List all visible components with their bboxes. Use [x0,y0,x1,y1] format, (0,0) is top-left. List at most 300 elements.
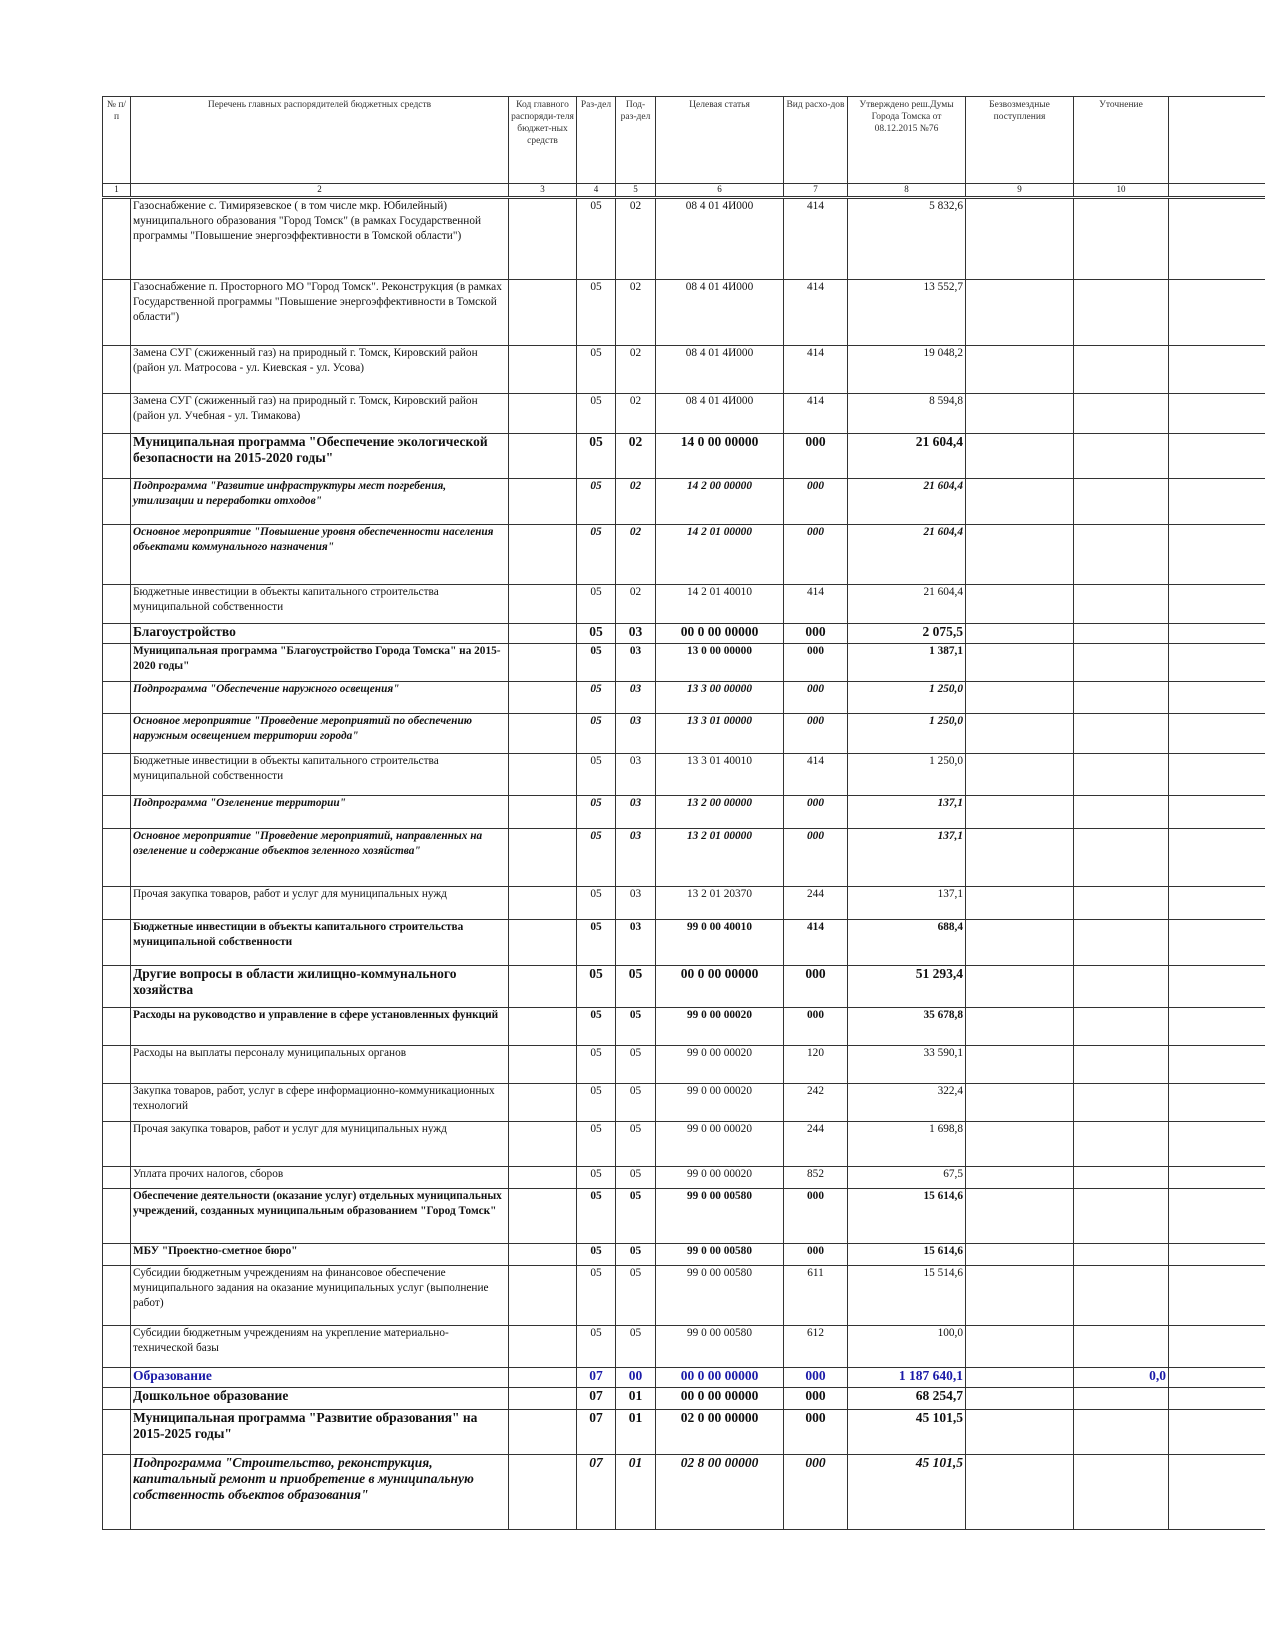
table-row [103,525,1275,585]
cell-approved: 688,4 [848,920,966,966]
colnum: 10 [1074,184,1169,198]
cell-podrazdel: 03 [616,644,656,682]
cell-clarify [1074,198,1169,280]
cell-free [966,525,1074,585]
cell-razdel: 07 [577,1368,616,1388]
cell-target: 13 3 00 00000 [656,682,784,714]
colnum: 4 [577,184,616,198]
cell-target: 99 0 00 00020 [656,1008,784,1046]
table-row [103,966,1275,1008]
colnum: 9 [966,184,1074,198]
colnum: 8 [848,184,966,198]
cell-approved: 21 604,4 [848,585,966,624]
cell-podrazdel: 02 [616,525,656,585]
cell-free [966,920,1074,966]
table-row [103,714,1275,754]
cell-approved: 67,5 [848,1167,966,1189]
table-row [103,434,1275,479]
cell-code [509,754,577,796]
cell-extra [1169,1266,1275,1326]
cell-code [509,1266,577,1326]
cell-clarify: 0,0 [1074,1368,1169,1388]
cell-target: 14 2 01 00000 [656,525,784,585]
cell-approved: 2 075,5 [848,624,966,644]
cell-clarify [1074,714,1169,754]
cell-vid: 000 [784,1388,848,1410]
cell-razdel: 05 [577,714,616,754]
cell-razdel: 05 [577,1046,616,1084]
cell-free [966,714,1074,754]
cell-clarify [1074,1388,1169,1410]
cell-num [103,829,131,887]
cell-approved: 1 250,0 [848,714,966,754]
page-edge [1265,0,1275,1650]
header-podrazdel: Под-раз-дел [616,97,656,184]
cell-name: Субсидии бюджетным учреждениям на укрепление материально-технической базы [131,1326,509,1368]
cell-podrazdel: 02 [616,394,656,434]
cell-code [509,346,577,394]
cell-razdel: 05 [577,887,616,920]
cell-vid: 000 [784,479,848,525]
table-row [103,624,1275,644]
cell-target: 08 4 01 4И000 [656,280,784,346]
cell-code [509,887,577,920]
cell-free [966,1046,1074,1084]
cell-razdel: 05 [577,479,616,525]
cell-clarify [1074,1167,1169,1189]
cell-num [103,525,131,585]
table-row [103,754,1275,796]
cell-approved: 33 590,1 [848,1046,966,1084]
cell-name: Основное мероприятие "Повышение уровня обеспеченности населения объектами коммунального назначения" [131,525,509,585]
cell-razdel: 05 [577,682,616,714]
cell-free [966,1008,1074,1046]
cell-approved: 21 604,4 [848,479,966,525]
cell-extra [1169,479,1275,525]
cell-clarify [1074,1455,1169,1530]
table-row [103,796,1275,829]
cell-code [509,1244,577,1266]
cell-free [966,1266,1074,1326]
cell-clarify [1074,1326,1169,1368]
cell-razdel: 07 [577,1455,616,1530]
cell-num [103,1046,131,1084]
cell-code [509,966,577,1008]
cell-name: Газоснабжение с. Тимирязевское ( в том числе мкр. Юбилейный) муниципального образования "Город Томск" (в рамках Государственной программы "Повышение энергоэффективности в Томской области") [131,198,509,280]
cell-name: Основное мероприятие "Проведение мероприятий, направленных на озеленение и содержание объектов зеленного хозяйства" [131,829,509,887]
cell-code [509,796,577,829]
cell-code [509,525,577,585]
cell-target: 99 0 00 00020 [656,1167,784,1189]
cell-target: 08 4 01 4И000 [656,198,784,280]
cell-razdel: 05 [577,198,616,280]
colnum: 6 [656,184,784,198]
cell-clarify [1074,644,1169,682]
colnum: 3 [509,184,577,198]
cell-vid: 414 [784,585,848,624]
cell-razdel: 07 [577,1410,616,1455]
cell-target: 13 2 01 20370 [656,887,784,920]
cell-name: Замена СУГ (сжиженный газ) на природный г. Томск, Кировский район (район ул. Матросова - ул. Киевская - ул. Усова) [131,346,509,394]
cell-extra [1169,1455,1275,1530]
cell-razdel: 05 [577,1084,616,1122]
cell-target: 14 2 01 40010 [656,585,784,624]
cell-extra [1169,920,1275,966]
cell-num [103,1084,131,1122]
table-row [103,1189,1275,1244]
cell-vid: 414 [784,346,848,394]
cell-vid: 414 [784,754,848,796]
cell-name: Бюджетные инвестиции в объекты капитального строительства муниципальной собственности [131,920,509,966]
cell-clarify [1074,754,1169,796]
cell-clarify [1074,434,1169,479]
cell-extra [1169,585,1275,624]
cell-extra [1169,644,1275,682]
cell-code [509,714,577,754]
cell-name: Подпрограмма "Озеленение территории" [131,796,509,829]
cell-vid: 000 [784,1410,848,1455]
header-free: Безвозмездные поступления [966,97,1074,184]
cell-podrazdel: 03 [616,754,656,796]
table-row [103,1122,1275,1167]
cell-vid: 000 [784,714,848,754]
cell-podrazdel: 05 [616,1326,656,1368]
cell-name: Бюджетные инвестиции в объекты капитального строительства муниципальной собственности [131,754,509,796]
table-row [103,1388,1275,1410]
cell-vid: 000 [784,1244,848,1266]
cell-vid: 414 [784,198,848,280]
cell-approved: 35 678,8 [848,1008,966,1046]
cell-razdel: 05 [577,754,616,796]
cell-code [509,829,577,887]
cell-num [103,394,131,434]
cell-free [966,796,1074,829]
cell-target: 13 3 01 00000 [656,714,784,754]
cell-extra [1169,887,1275,920]
cell-num [103,1388,131,1410]
cell-vid: 000 [784,1189,848,1244]
cell-podrazdel: 05 [616,1008,656,1046]
table-row [103,1008,1275,1046]
cell-clarify [1074,1244,1169,1266]
cell-razdel: 05 [577,624,616,644]
cell-razdel: 05 [577,829,616,887]
table-row [103,280,1275,346]
cell-clarify [1074,394,1169,434]
cell-razdel: 05 [577,434,616,479]
cell-code [509,434,577,479]
cell-razdel: 05 [577,1122,616,1167]
cell-clarify [1074,1008,1169,1046]
cell-vid: 612 [784,1326,848,1368]
table-row [103,887,1275,920]
cell-razdel: 05 [577,585,616,624]
cell-vid: 414 [784,920,848,966]
cell-target: 13 2 01 00000 [656,829,784,887]
table-row [103,1326,1275,1368]
cell-extra [1169,1008,1275,1046]
cell-name: Основное мероприятие "Проведение мероприятий по обеспечению наружным освещением территории города" [131,714,509,754]
cell-clarify [1074,525,1169,585]
cell-target: 08 4 01 4И000 [656,346,784,394]
header-vid: Вид расхо-дов [784,97,848,184]
cell-name: Обеспечение деятельности (оказание услуг) отдельных муниципальных учреждений, созданных муниципальным образованием "Город Томск" [131,1189,509,1244]
cell-approved: 137,1 [848,887,966,920]
cell-target: 99 0 00 40010 [656,920,784,966]
cell-code [509,1368,577,1388]
cell-extra [1169,1388,1275,1410]
cell-podrazdel: 03 [616,796,656,829]
cell-razdel: 05 [577,346,616,394]
cell-razdel: 05 [577,1326,616,1368]
cell-podrazdel: 03 [616,624,656,644]
table-row [103,1046,1275,1084]
cell-approved: 15 614,6 [848,1244,966,1266]
cell-podrazdel: 03 [616,682,656,714]
cell-podrazdel: 05 [616,1084,656,1122]
cell-extra [1169,829,1275,887]
cell-name: Газоснабжение п. Просторного МО "Город Томск". Реконструкция (в рамках Государственной программы "Повышение энергоэффективности в Томской области") [131,280,509,346]
cell-approved: 13 552,7 [848,280,966,346]
cell-free [966,479,1074,525]
cell-clarify [1074,1046,1169,1084]
cell-vid: 414 [784,394,848,434]
cell-podrazdel: 02 [616,479,656,525]
cell-vid: 611 [784,1266,848,1326]
cell-vid: 000 [784,434,848,479]
cell-razdel: 05 [577,1167,616,1189]
cell-target: 99 0 00 00580 [656,1326,784,1368]
cell-code [509,479,577,525]
cell-vid: 000 [784,682,848,714]
cell-approved: 1 187 640,1 [848,1368,966,1388]
cell-name: Муниципальная программа "Благоустройство Города Томска" на 2015-2020 годы" [131,644,509,682]
cell-extra [1169,280,1275,346]
cell-razdel: 05 [577,966,616,1008]
cell-code [509,1189,577,1244]
cell-free [966,585,1074,624]
cell-name: Подпрограмма "Развитие инфраструктуры мест погребения, утилизации и переработки отходов" [131,479,509,525]
cell-podrazdel: 03 [616,714,656,754]
cell-approved: 21 604,4 [848,434,966,479]
cell-podrazdel: 02 [616,346,656,394]
cell-vid: 244 [784,1122,848,1167]
cell-approved: 1 250,0 [848,754,966,796]
cell-podrazdel: 05 [616,1244,656,1266]
cell-vid: 000 [784,796,848,829]
header-num: № п/п [103,97,131,184]
header-razdel: Раз-дел [577,97,616,184]
cell-approved: 19 048,2 [848,346,966,394]
cell-free [966,198,1074,280]
cell-num [103,280,131,346]
cell-extra [1169,714,1275,754]
cell-target: 13 0 00 00000 [656,644,784,682]
cell-podrazdel: 03 [616,887,656,920]
cell-code [509,682,577,714]
cell-podrazdel: 00 [616,1368,656,1388]
header-code: Код главного распоряди-теля бюджет-ных средств [509,97,577,184]
cell-clarify [1074,887,1169,920]
cell-name: Закупка товаров, работ, услуг в сфере информационно-коммуникационных технологий [131,1084,509,1122]
cell-razdel: 05 [577,1244,616,1266]
cell-free [966,644,1074,682]
cell-vid: 000 [784,1008,848,1046]
cell-clarify [1074,796,1169,829]
header-extra [1169,97,1275,184]
cell-free [966,394,1074,434]
cell-code [509,394,577,434]
cell-target: 99 0 00 00020 [656,1084,784,1122]
cell-num [103,1244,131,1266]
table-row [103,198,1275,280]
cell-approved: 68 254,7 [848,1388,966,1410]
cell-target: 99 0 00 00020 [656,1046,784,1084]
header-clarify: Уточнение [1074,97,1169,184]
cell-podrazdel: 02 [616,434,656,479]
cell-code [509,920,577,966]
cell-clarify [1074,920,1169,966]
cell-code [509,624,577,644]
cell-name: МБУ "Проектно-сметное бюро" [131,1244,509,1266]
cell-approved: 1 387,1 [848,644,966,682]
cell-num [103,1008,131,1046]
cell-vid: 000 [784,525,848,585]
cell-target: 00 0 00 00000 [656,624,784,644]
cell-num [103,434,131,479]
cell-code [509,1388,577,1410]
cell-name: Образование [131,1368,509,1388]
table-row [103,1084,1275,1122]
table-header-row [103,97,1275,184]
cell-num [103,346,131,394]
cell-razdel: 05 [577,920,616,966]
cell-extra [1169,682,1275,714]
cell-razdel: 05 [577,1266,616,1326]
cell-clarify [1074,1122,1169,1167]
cell-clarify [1074,1189,1169,1244]
cell-razdel: 07 [577,1388,616,1410]
cell-approved: 45 101,5 [848,1455,966,1530]
cell-approved: 8 594,8 [848,394,966,434]
cell-extra [1169,394,1275,434]
cell-target: 99 0 00 00580 [656,1189,784,1244]
cell-extra [1169,1410,1275,1455]
cell-podrazdel: 05 [616,1122,656,1167]
cell-num [103,1326,131,1368]
cell-free [966,624,1074,644]
cell-podrazdel: 02 [616,585,656,624]
cell-extra [1169,1244,1275,1266]
cell-clarify [1074,966,1169,1008]
cell-extra [1169,1122,1275,1167]
cell-vid: 244 [784,887,848,920]
cell-num [103,796,131,829]
cell-code [509,1084,577,1122]
cell-free [966,346,1074,394]
colnum: 1 [103,184,131,198]
cell-code [509,644,577,682]
cell-num [103,198,131,280]
cell-vid: 000 [784,1455,848,1530]
cell-target: 02 0 00 00000 [656,1410,784,1455]
cell-name: Муниципальная программа "Развитие образования" на 2015-2025 годы" [131,1410,509,1455]
cell-razdel: 05 [577,280,616,346]
cell-num [103,1266,131,1326]
cell-num [103,1189,131,1244]
cell-target: 00 0 00 00000 [656,966,784,1008]
cell-clarify [1074,829,1169,887]
cell-code [509,280,577,346]
cell-target: 13 2 00 00000 [656,796,784,829]
cell-num [103,1410,131,1455]
cell-code [509,585,577,624]
cell-free [966,1167,1074,1189]
colnum: 7 [784,184,848,198]
cell-free [966,682,1074,714]
table-row [103,1455,1275,1530]
table-row [103,1368,1275,1388]
cell-approved: 45 101,5 [848,1410,966,1455]
cell-free [966,1244,1074,1266]
cell-podrazdel: 05 [616,966,656,1008]
cell-approved: 1 250,0 [848,682,966,714]
cell-approved: 5 832,6 [848,198,966,280]
cell-free [966,754,1074,796]
cell-vid: 000 [784,1368,848,1388]
table-row [103,585,1275,624]
cell-code [509,1122,577,1167]
cell-code [509,1008,577,1046]
cell-extra [1169,624,1275,644]
cell-extra [1169,754,1275,796]
cell-vid: 242 [784,1084,848,1122]
cell-name: Подпрограмма "Обеспечение наружного освещения" [131,682,509,714]
cell-num [103,714,131,754]
cell-name: Муниципальная программа "Обеспечение экологической безопасности на 2015-2020 годы" [131,434,509,479]
cell-razdel: 05 [577,1008,616,1046]
cell-code [509,198,577,280]
cell-approved: 15 514,6 [848,1266,966,1326]
cell-clarify [1074,585,1169,624]
cell-approved: 137,1 [848,829,966,887]
colnum [1169,184,1275,198]
cell-name: Бюджетные инвестиции в объекты капитального строительства муниципальной собственности [131,585,509,624]
cell-clarify [1074,1266,1169,1326]
cell-extra [1169,1084,1275,1122]
table-body [103,198,1275,1530]
cell-vid: 000 [784,644,848,682]
cell-extra [1169,796,1275,829]
cell-name: Прочая закупка товаров, работ и услуг для муниципальных нужд [131,887,509,920]
cell-razdel: 05 [577,644,616,682]
cell-extra [1169,966,1275,1008]
cell-code [509,1046,577,1084]
cell-free [966,1410,1074,1455]
cell-podrazdel: 01 [616,1410,656,1455]
cell-num [103,920,131,966]
cell-approved: 1 698,8 [848,1122,966,1167]
cell-vid: 000 [784,829,848,887]
cell-vid: 000 [784,624,848,644]
cell-name: Замена СУГ (сжиженный газ) на природный г. Томск, Кировский район (район ул. Учебная - ул. Тимакова) [131,394,509,434]
table-row [103,1167,1275,1189]
cell-podrazdel: 05 [616,1046,656,1084]
header-name: Перечень главных распорядителей бюджетных средств [131,97,509,184]
cell-free [966,1084,1074,1122]
cell-vid: 414 [784,280,848,346]
cell-approved: 15 614,6 [848,1189,966,1244]
